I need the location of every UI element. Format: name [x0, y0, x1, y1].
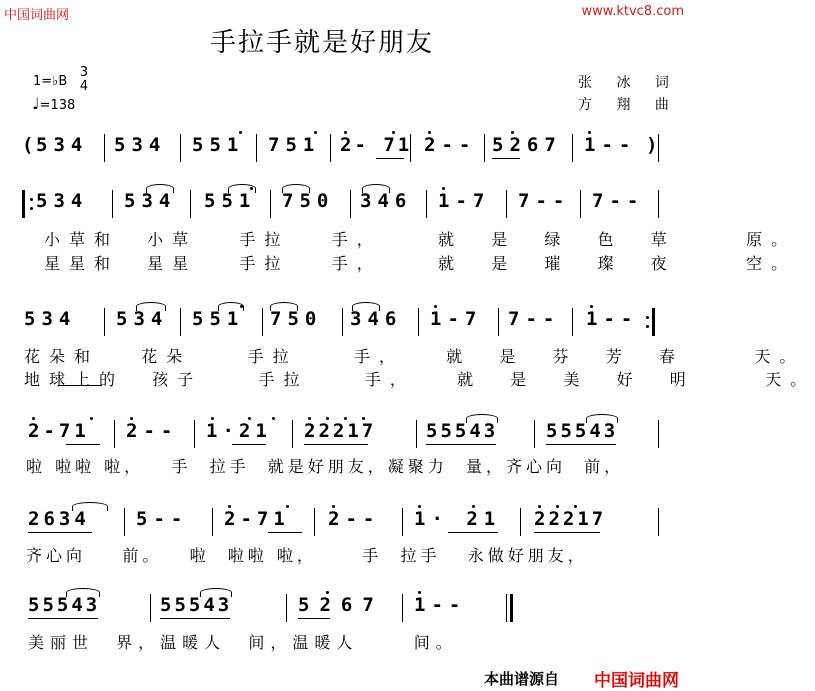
measure: 22217: [304, 420, 377, 442]
barline: [658, 190, 659, 218]
lyrics-verse-1: 小草和 小草 手拉 手， 就 是 绿 色 草 原。: [44, 230, 797, 249]
measure: 5267: [492, 134, 562, 156]
slur: [362, 184, 390, 193]
measure: 55543: [546, 420, 619, 442]
barline: [426, 190, 427, 218]
repeat-dot: [646, 316, 649, 319]
site-url-top-right: www.ktvc8.com: [581, 4, 684, 19]
repeat-dot: [30, 198, 33, 201]
measure: 55543: [28, 594, 101, 616]
high-dot: [130, 417, 133, 420]
high-dot: [250, 187, 253, 190]
measure: 534: [116, 308, 169, 330]
tempo-marking: [32, 94, 75, 113]
slur: [282, 184, 310, 193]
repeat-start: [22, 190, 25, 218]
score-row-1: [0, 134, 690, 164]
measure: 2634: [28, 508, 90, 530]
underline: [232, 444, 266, 445]
barline: [506, 190, 507, 218]
measure: 1· 21: [414, 508, 502, 530]
measure: 2-71: [224, 508, 290, 530]
quarter-note-icon: ♩: [32, 94, 40, 113]
barline: [292, 420, 293, 448]
measure: 2-71: [28, 420, 90, 442]
underline: [448, 532, 498, 533]
lyrics-verse-2: 地球上的 孩子 手拉 手， 就 是 美 好 明 天。: [24, 370, 815, 389]
high-dot: [344, 417, 347, 420]
barline: [658, 420, 659, 448]
measure: 534: [36, 190, 89, 212]
measure: 2--: [424, 134, 477, 156]
high-dot: [574, 505, 577, 508]
measure: 7--: [508, 308, 561, 330]
measure: 534: [114, 134, 167, 156]
barline: [572, 308, 573, 336]
barline: [572, 134, 573, 162]
barline: [484, 134, 485, 162]
barline: [212, 508, 213, 536]
measure: 1-7: [438, 190, 491, 212]
score-row-6: [0, 594, 690, 624]
score-row-2: [0, 190, 690, 220]
repeat-dot: [30, 207, 33, 210]
measure: 1·21: [206, 420, 272, 442]
measure: 1-7: [430, 308, 483, 330]
time-signature: [79, 66, 89, 94]
underline: [298, 618, 330, 619]
high-dot: [240, 305, 243, 308]
lyrics: 啦 啦啦 啦， 手 拉手 就是好朋友，凝聚力 量，齐心向 前，: [26, 457, 625, 476]
source-label: 本曲谱源自: [484, 670, 560, 688]
lyric-underline: [58, 385, 102, 386]
measure: 346: [360, 190, 413, 212]
barline: [286, 594, 287, 622]
high-dot: [272, 417, 275, 420]
lyrics: 齐心向 前。 啦 啦啦 啦， 手 拉手 永做好朋友，: [26, 546, 588, 565]
barline: [270, 190, 271, 218]
barline: [418, 308, 419, 336]
measure: 22217: [534, 508, 607, 530]
high-dot: [392, 131, 395, 134]
measure: 1--: [584, 134, 637, 156]
underline: [268, 532, 302, 533]
barline: [104, 308, 105, 336]
high-dot: [326, 417, 329, 420]
high-dot: [362, 417, 365, 420]
underline: [546, 444, 616, 445]
barline: [350, 190, 351, 218]
high-dot: [434, 305, 437, 308]
lyrics-verse-2: 星星和 星星 手拉 手， 就 是 璀 璨 夜 空。: [44, 254, 797, 273]
high-dot: [588, 131, 591, 134]
measure: 534: [24, 308, 77, 330]
measure: 55543: [426, 420, 499, 442]
key-note: B: [58, 74, 68, 89]
barline: [114, 420, 115, 448]
high-dot: [556, 505, 559, 508]
measure: 7--: [518, 190, 571, 212]
high-dot: [90, 417, 93, 420]
measure: 534: [36, 134, 89, 156]
intro-open-paren: (: [22, 134, 40, 156]
measure: 2--: [126, 420, 179, 442]
barline: [190, 190, 191, 218]
measure: 1--: [586, 308, 639, 330]
high-dot: [418, 505, 421, 508]
underline: [376, 158, 404, 159]
measure: 534: [124, 190, 177, 212]
time-top: 3: [79, 65, 89, 80]
barline: [520, 508, 521, 536]
underline: [426, 444, 496, 445]
high-dot: [442, 187, 445, 190]
site-brand-top-left: 中国词曲网: [4, 8, 70, 23]
high-dot: [344, 131, 347, 134]
high-dot: [538, 505, 541, 508]
site-brand-bottom[interactable]: 中国词曲网: [594, 671, 679, 691]
measure: 5--: [136, 508, 189, 530]
barline: [314, 508, 315, 536]
lyrics-verse-1: 花朵和 花朵 手拉 手， 就 是 芬 芳 春 天。: [24, 347, 805, 366]
barline: [580, 190, 581, 218]
barline: [402, 594, 403, 622]
final-barline: [510, 594, 513, 622]
barline: [658, 508, 659, 536]
slur: [466, 414, 498, 423]
high-dot: [326, 591, 329, 594]
high-dot: [32, 417, 35, 420]
slur: [270, 302, 298, 311]
key-prefix: 1=: [33, 74, 53, 89]
measure: 551: [204, 190, 257, 212]
underline: [66, 444, 100, 445]
barline: [112, 190, 113, 218]
barline: [534, 420, 535, 448]
high-dot: [211, 417, 214, 420]
high-dot: [248, 417, 251, 420]
song-title: 手拉手就是好朋友: [210, 28, 435, 58]
high-dot: [428, 131, 431, 134]
barline: [180, 308, 181, 336]
lyricist-credit: 张 冰 词: [578, 75, 679, 91]
high-dot: [590, 305, 593, 308]
key-signature: [33, 74, 67, 89]
barline: [194, 420, 195, 448]
underline: [304, 444, 368, 445]
measure: 7--: [592, 190, 645, 212]
barline: [262, 308, 263, 336]
barline: [342, 308, 343, 336]
measure: 750: [282, 190, 335, 212]
tempo-value: =138: [39, 98, 76, 113]
lyrics: 美丽世 界，温暖人 间，温暖人 间。: [28, 633, 458, 652]
flat-icon: ♭: [52, 74, 59, 89]
high-dot: [472, 505, 475, 508]
high-dot: [418, 591, 421, 594]
slur: [146, 184, 174, 193]
score-row-5: [0, 508, 690, 538]
measure: 2- 71: [340, 134, 413, 156]
measure: 751: [268, 134, 321, 156]
barline: [256, 134, 257, 162]
measure: 346: [350, 308, 403, 330]
measure: 750: [270, 308, 323, 330]
measure: 5267: [298, 594, 384, 616]
barline: [104, 134, 105, 162]
underline: [28, 618, 98, 619]
high-dot: [239, 131, 242, 134]
barline: [498, 308, 499, 336]
repeat-end: [652, 308, 655, 336]
time-bottom: 4: [79, 79, 89, 94]
slur: [136, 302, 166, 311]
underline: [160, 618, 230, 619]
barline: [124, 508, 125, 536]
barline: [410, 134, 411, 162]
high-dot: [308, 417, 311, 420]
slur: [586, 414, 618, 423]
underline: [492, 158, 520, 159]
measure: 551: [192, 308, 245, 330]
high-dot: [228, 505, 231, 508]
repeat-dot: [646, 325, 649, 328]
barline: [330, 134, 331, 162]
underline: [28, 532, 92, 533]
measure: 55543: [160, 594, 233, 616]
barline: [658, 134, 659, 162]
composer-credit: 方 翔 曲: [578, 97, 679, 113]
score-row-3: [0, 308, 690, 338]
high-dot: [332, 505, 335, 508]
slur: [200, 588, 232, 597]
high-dot: [286, 505, 289, 508]
slur: [352, 302, 380, 311]
high-dot: [314, 131, 317, 134]
slur: [66, 588, 100, 597]
underline: [534, 532, 600, 533]
barline: [150, 594, 151, 622]
barline: [402, 508, 403, 536]
score-row-4: [0, 420, 690, 450]
measure: 1--: [414, 594, 467, 616]
barline: [506, 594, 507, 622]
slur: [72, 502, 108, 511]
high-dot: [511, 131, 514, 134]
barline: [180, 134, 181, 162]
intro-close-paren: ): [646, 134, 664, 156]
measure: 2--: [328, 508, 381, 530]
measure: 551: [192, 134, 245, 156]
barline: [416, 420, 417, 448]
